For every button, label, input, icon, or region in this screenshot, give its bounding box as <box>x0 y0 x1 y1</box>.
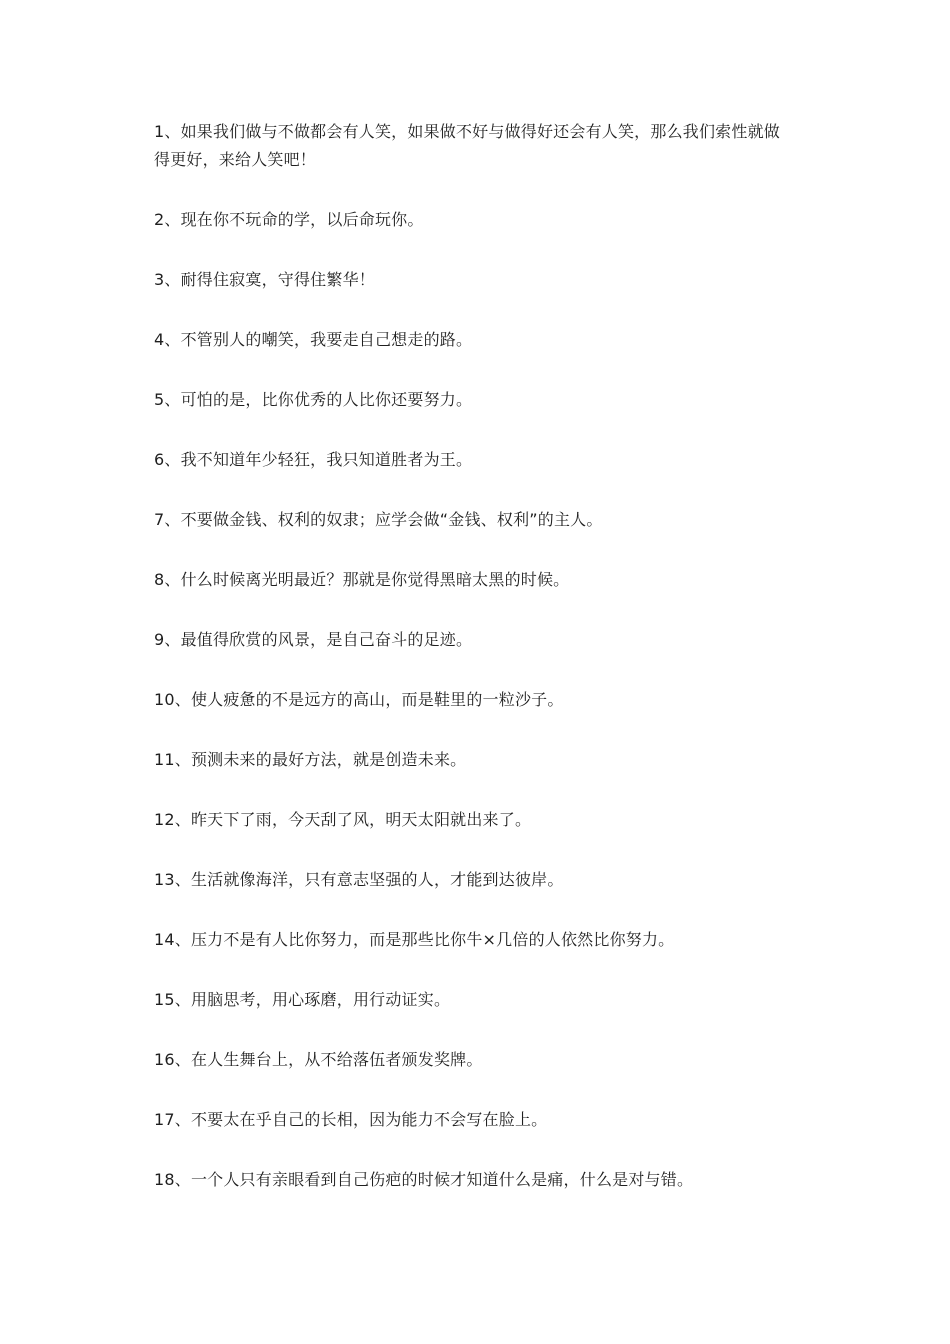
quote-item: 1、如果我们做与不做都会有人笑，如果做不好与做得好还会有人笑，那么我们索性就做得更好，来给人笑吧！ <box>154 122 780 169</box>
quote-item: 14、压力不是有人比你努力，而是那些比你牛×几倍的人依然比你努力。 <box>154 930 675 949</box>
quote-item: 4、不管别人的嘲笑，我要走自己想走的路。 <box>154 330 473 349</box>
quote-item: 17、不要太在乎自己的长相，因为能力不会写在脸上。 <box>154 1110 548 1129</box>
quote-item: 16、在人生舞台上，从不给落伍者颁发奖牌。 <box>154 1050 483 1069</box>
quote-item: 13、生活就像海洋，只有意志坚强的人，才能到达彼岸。 <box>154 870 564 889</box>
quote-item: 15、用脑思考，用心琢磨，用行动证实。 <box>154 990 451 1009</box>
quote-item: 5、可怕的是，比你优秀的人比你还要努力。 <box>154 390 473 409</box>
quote-list <box>154 118 794 1226</box>
quote-item: 7、不要做金钱、权利的奴隶；应学会做“金钱、权利”的主人。 <box>154 510 603 529</box>
quote-item: 10、使人疲惫的不是远方的高山，而是鞋里的一粒沙子。 <box>154 690 564 709</box>
quote-item: 3、耐得住寂寞，守得住繁华！ <box>154 270 375 289</box>
quote-item: 12、昨天下了雨，今天刮了风，明天太阳就出来了。 <box>154 810 532 829</box>
quote-item: 2、现在你不玩命的学，以后命玩你。 <box>154 210 424 229</box>
quote-item: 9、最值得欣赏的风景，是自己奋斗的足迹。 <box>154 630 473 649</box>
quote-item: 18、一个人只有亲眼看到自己伤疤的时候才知道什么是痛，什么是对与错。 <box>154 1170 694 1189</box>
quote-item: 11、预测未来的最好方法，就是创造未来。 <box>154 750 467 769</box>
quote-item: 8、什么时候离光明最近？那就是你觉得黑暗太黑的时候。 <box>154 570 570 589</box>
quote-item: 6、我不知道年少轻狂，我只知道胜者为王。 <box>154 450 473 469</box>
